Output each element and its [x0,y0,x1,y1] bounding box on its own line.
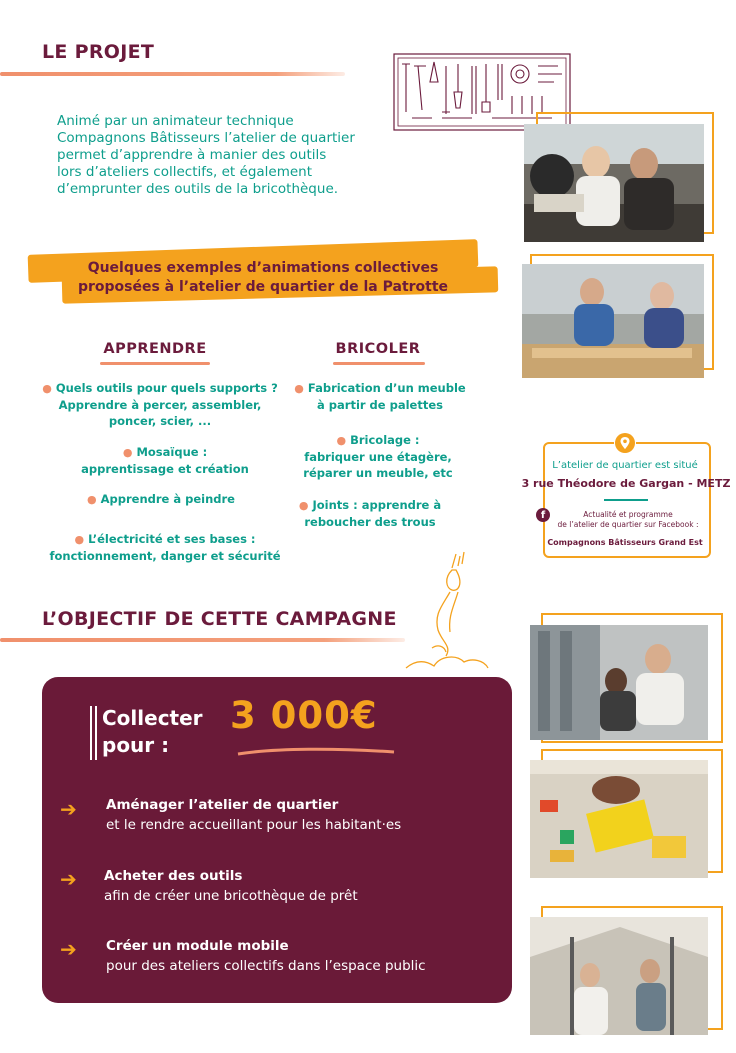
arrow-right-icon: ➔ [60,867,77,891]
goal-title: Aménager l’atelier de quartier [106,797,339,813]
facebook-icon[interactable]: f [536,508,550,522]
intro-line: lors d’ateliers collectifs, et également [57,164,313,180]
intro-line: Animé par un animateur technique [57,113,294,129]
arrow-right-icon: ➔ [60,797,77,821]
bricoler-item: ● Joints : apprendre à reboucher des trous [298,498,442,529]
goal-amount: 3 000€ [230,694,378,737]
section-title-objectif: L’OBJECTIF DE CETTE CAMPAGNE [42,608,397,630]
rocket-doodle-icon [404,548,490,672]
title-underline [0,72,345,76]
bricoler-underline [333,362,425,365]
intro-line: d’emprunter des outils de la bricothèque. [57,181,339,197]
location-caption: L’atelier de quartier est situé [552,460,698,471]
photo-image [530,625,708,740]
goal-text: afin de créer une bricothèque de prêt [104,888,358,904]
animations-band-line2: proposées à l’atelier de quartier de la Patrotte [77,279,449,295]
facebook-page-name[interactable]: Compagnons Bâtisseurs Grand Est [547,538,703,547]
projet-intro [57,113,355,198]
bullet-icon: ● [298,499,309,512]
apprendre-item: ● Quels outils pour quels supports ? Apprendre à percer, assembler, poncer, scier, ... [42,381,278,428]
intro-line: permet d’apprendre à manier des outils [57,147,327,163]
quote-bar [95,706,97,760]
workshop-photo-outdoor [530,625,708,740]
facebook-caption-line2: de l’atelier de quartier sur Facebook : [557,520,699,529]
quote-bar [90,706,92,760]
workshop-photo-mosaic [530,760,708,878]
apprendre-item: ● L’électricité et ses bases : fonctionnement, danger et sécurité [49,532,281,563]
pour-label: pour : [102,733,170,757]
bullet-icon: ● [42,382,52,395]
goal-title: Créer un module mobile [106,938,289,954]
goal-title: Acheter des outils [104,868,243,884]
location-pin-icon [614,432,636,454]
animations-band-line1: Quelques exemples d’animations collectives [87,260,439,276]
bullet-icon: ● [336,434,347,447]
facebook-caption-line1: Actualité et programme [583,510,673,519]
goal-text: pour des ateliers collectifs dans l’espace public [106,958,426,974]
section-title-projet: LE PROJET [42,41,155,63]
collecter-label: Collecter [102,706,203,730]
arrow-right-icon: ➔ [60,937,77,961]
bullet-icon: ● [87,493,97,506]
apprendre-item: ● Mosaïque : apprentissage et création [81,445,249,476]
bullet-icon: ● [74,533,85,546]
bricoler-item: ● Fabrication d’un meuble à partir de palettes [294,381,466,412]
apprendre-heading: APPRENDRE [103,341,207,357]
workshop-photo-woodwork [522,264,704,378]
intro-line: Compagnons Bâtisseurs l’atelier de quartier [57,130,355,146]
bricoler-heading: BRICOLER [335,341,421,357]
photo-image [522,264,704,378]
apprendre-item: ● Apprendre à peindre [87,492,235,506]
amount-underline [236,744,396,758]
location-address: 3 rue Théodore de Gargan - METZ [521,477,731,490]
bullet-icon: ● [294,382,304,395]
info-divider [604,499,648,501]
bullet-icon: ● [122,446,133,459]
goal-text: et le rendre accueillant pour les habitant·es [106,817,402,833]
workshop-photo-sawing [524,124,704,242]
photo-image [530,760,708,878]
workshop-photo-tent [530,917,708,1035]
photo-image [530,917,708,1035]
title-underline [0,638,405,642]
bricoler-item: ● Bricolage : fabriquer une étagère, réparer un meuble, etc [303,433,453,480]
photo-image [524,124,704,242]
apprendre-underline [100,362,210,365]
